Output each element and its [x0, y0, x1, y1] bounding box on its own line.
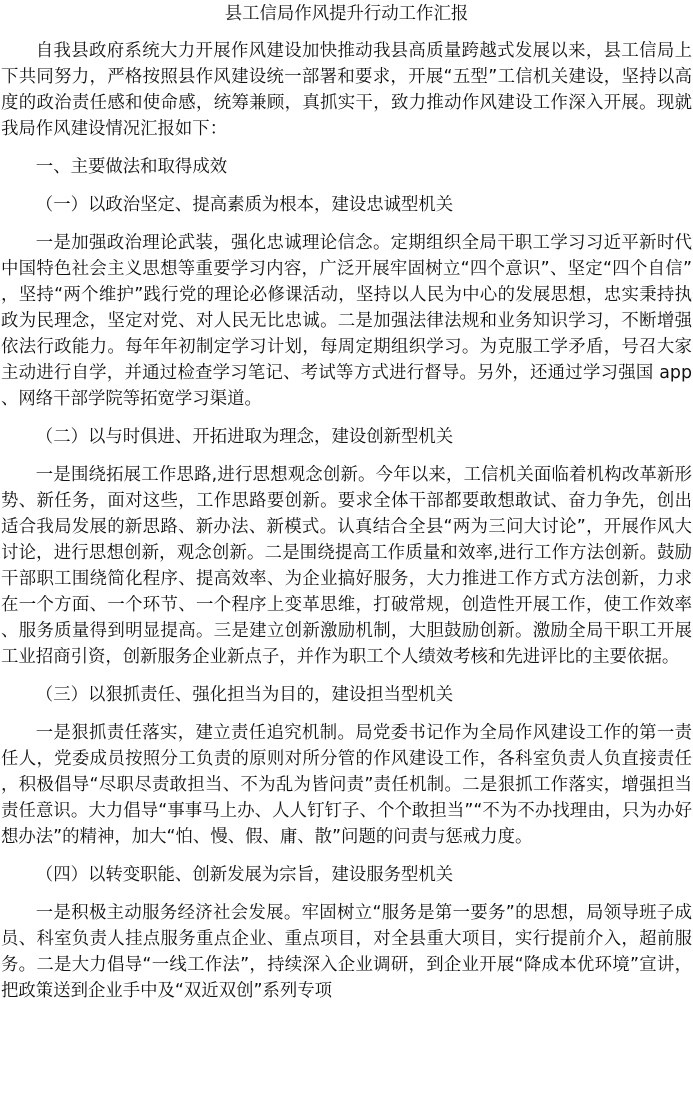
subsection-heading-2: （二）以与时俱进、开拓进取为理念，建设创新型机关: [35, 427, 454, 447]
subsection-body-1: 一是加强政治理论武装，强化忠诚理论信念。定期组织全局干职工学习习近平新时代中国特色社会主义思想等重要学习内容，广泛开展牢固树立“四个意识”、坚定“四个自信”，坚持“两个维护”践行党的理论必修课活动，坚持以人民为中心的发展思想，忠实秉持执政为民理念，坚定对党、对人民无比忠诚。二是加强法律法规和业务知识学习，不断增强依法行政能力。每年年初制定学习计划，每周定期组织学习。为克服工学矛盾，号召大家主动进行自学，并通过检查学习笔记、考试等方式进行督导。另外，还通过学习强国 app、网络干部学院等拓宽学习渠道。: [1, 233, 692, 409]
section-heading-main: 一、主要做法和取得成效: [35, 157, 228, 177]
subsection-body-2: 一是围绕拓展工作思路,进行思想观念创新。今年以来，工信机关面临着机构改革新形势、新任务，面对这些，工作思路要创新。要求全体干部都要敢想敢试、奋力争先，创出适合我局发展的新思路、新办法、新模式。认真结合全县“两为三问大讨论”，开展作风大讨论，进行思想创新，观念创新。二是围绕提高工作质量和效率,进行工作方法创新。鼓励干部职工围绕简化程序、提高效率、为企业搞好服务，大力推进工作方式方法创新，力求在一个方面、一个环节、一个程序上变革思维，打破常规，创造性开展工作，使工作效率、服务质量得到明显提高。三是建立创新激励机制，大胆鼓励创新。激励全局干职工开展工业招商引资，创新服务企业新点子，并作为职工个人绩效考核和先进评比的主要依据。: [1, 465, 692, 667]
intro-paragraph: 自我县政府系统大力开展作风建设加快推动我县高质量跨越式发展以来，县工信局上下共同努力，严格按照县作风建设统一部署和要求，开展“五型”工信机关建设，坚持以高度的政治责任感和使命感，统筹兼顾，真抓实干，致力推动作风建设工作深入开展。现就我局作风建设情况汇报如下：: [1, 41, 692, 139]
subsection-heading-3: （三）以狠抓责任、强化担当为目的，建设担当型机关: [35, 685, 454, 705]
document-title: 县工信局作风提升行动工作汇报: [224, 4, 469, 24]
subsection-heading-1: （一）以政治坚定、提高素质为根本，建设忠诚型机关: [35, 195, 454, 215]
subsection-body-4: 一是积极主动服务经济社会发展。牢固树立“服务是第一要务”的思想，局领导班子成员、科室负责人挂点服务重点企业、重点项目，对全县重大项目，实行提前介入，超前服务。二是大力倡导“一线工作法”，持续深入企业调研，到企业开展“降成本优环境”宣讲，把政策送到企业手中及“双近双创”系列专项: [1, 903, 692, 1001]
document-page: [1, 0, 692, 1004]
subsection-body-3: 一是狠抓责任落实，建立责任追究机制。局党委书记作为全局作风建设工作的第一责任人，党委成员按照分工负责的原则对所分管的作风建设工作，各科室负责人负直接责任，积极倡导“尽职尽责敢担当、不为乱为皆问责”责任机制。二是狠抓工作落实，增强担当责任意识。大力倡导“事事马上办、人人钉钉子、个个敢担当”“不为不办找理由，只为办好想办法”的精神，加大“怕、慢、假、庸、散”问题的问责与惩戒力度。: [1, 723, 692, 847]
subsection-heading-4: （四）以转变职能、创新发展为宗旨，建设服务型机关: [35, 865, 454, 885]
